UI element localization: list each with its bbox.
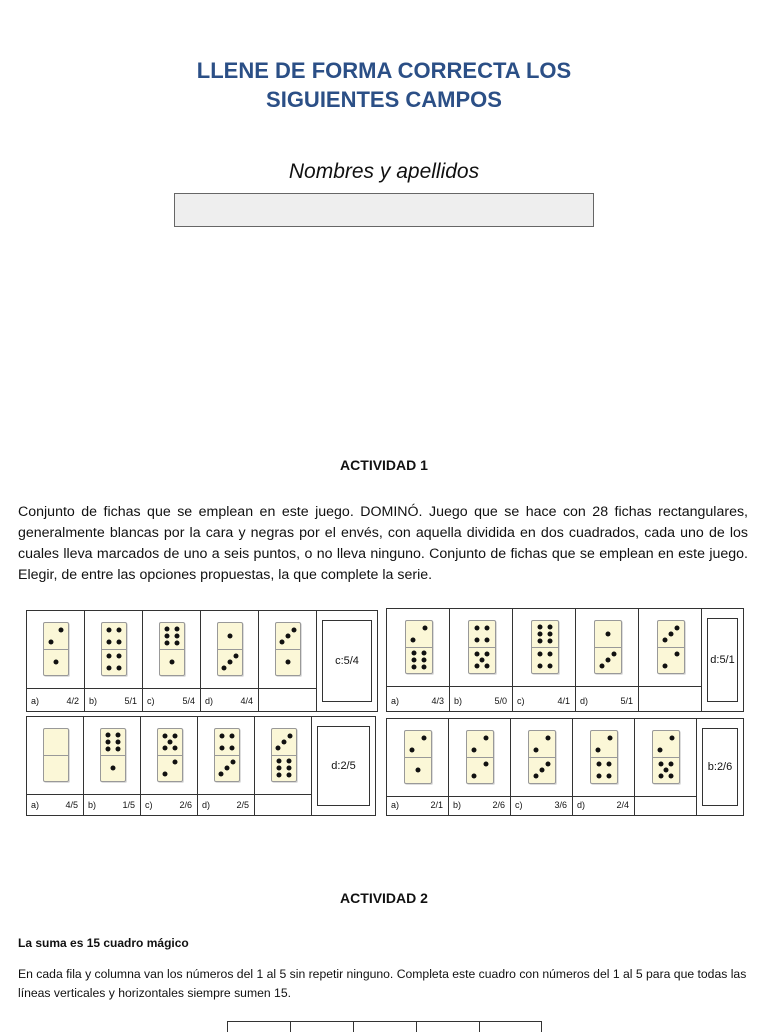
activity1-heading: ACTIVIDAD 1	[340, 457, 428, 473]
domino-cell	[141, 717, 198, 795]
domino-cell	[511, 719, 573, 797]
option-value: 4/4	[240, 696, 253, 706]
domino-pip	[106, 747, 111, 752]
option-letter: c)	[517, 696, 525, 706]
domino-pip	[534, 747, 539, 752]
answer-box[interactable]: b:2/6	[702, 728, 738, 806]
option-value: 5/0	[494, 696, 507, 706]
domino-pip	[612, 651, 617, 656]
domino-pip	[664, 768, 669, 773]
domino-cell	[450, 609, 513, 687]
domino-tile	[217, 622, 243, 676]
domino-pip	[480, 658, 485, 663]
domino-pip	[548, 639, 553, 644]
option-letter: a)	[31, 800, 40, 810]
domino-pip	[228, 634, 233, 639]
domino-pip	[163, 746, 168, 751]
domino-cell	[639, 609, 702, 687]
domino-pip	[116, 654, 121, 659]
domino-pip	[107, 639, 112, 644]
domino-pip	[286, 766, 291, 771]
domino-cell	[513, 609, 576, 687]
domino-pip	[277, 766, 282, 771]
domino-pip	[485, 637, 490, 642]
domino-pip	[606, 658, 611, 663]
option-blank-cell	[255, 795, 312, 815]
domino-pip	[658, 774, 663, 779]
option-cell[interactable]	[201, 689, 259, 711]
option-cell[interactable]	[513, 687, 576, 711]
domino-pip	[276, 746, 281, 751]
option-value: 2/4	[616, 800, 629, 810]
domino-pip	[106, 740, 111, 745]
domino-divider	[529, 757, 555, 758]
domino-pip	[422, 626, 427, 631]
domino-pip	[174, 626, 179, 631]
option-blank-cell	[639, 687, 702, 711]
answer-box[interactable]: c:5/4	[322, 620, 372, 702]
domino-pip	[596, 747, 601, 752]
domino-divider	[406, 647, 432, 648]
option-letter: c)	[515, 800, 523, 810]
domino-pip	[229, 734, 234, 739]
domino-pip	[548, 663, 553, 668]
domino-pip	[596, 773, 601, 778]
magic-square-grid	[227, 1021, 542, 1031]
domino-pip	[116, 665, 121, 670]
domino-pip	[411, 650, 416, 655]
option-value: 2/6	[179, 800, 192, 810]
option-letter: c)	[145, 800, 153, 810]
option-value: 2/5	[236, 800, 249, 810]
domino-tile	[43, 728, 69, 782]
domino-pip	[474, 626, 479, 631]
domino-tile	[405, 620, 433, 674]
domino-pip	[546, 761, 551, 766]
domino-pip	[537, 639, 542, 644]
domino-cell	[201, 611, 259, 689]
activity2-description: En cada fila y columna van los números del 1 al 5 sin repetir ninguno. Completa este cuadro con números del 1 al 5 para que todas las líneas verticales y horizontales siempre sumen 15.	[18, 967, 747, 1000]
domino-pip	[225, 766, 230, 771]
option-letter: a)	[391, 800, 400, 810]
domino-tile	[590, 730, 618, 784]
domino-pip	[596, 762, 601, 767]
domino-tile	[466, 730, 494, 784]
option-letter: c)	[147, 696, 155, 706]
domino-pip	[483, 736, 488, 741]
domino-cell	[27, 611, 85, 689]
option-cell[interactable]	[198, 795, 255, 815]
domino-pip	[669, 774, 674, 779]
domino-pip	[173, 760, 178, 765]
domino-pip	[416, 768, 421, 773]
domino-pip	[662, 638, 667, 643]
domino-pip	[472, 773, 477, 778]
domino-cell	[85, 611, 143, 689]
option-letter: d)	[577, 800, 586, 810]
domino-pip	[107, 628, 112, 633]
domino-pip	[222, 666, 227, 671]
domino-pip	[106, 732, 111, 737]
domino-pip	[422, 650, 427, 655]
domino-cell	[84, 717, 141, 795]
option-cell[interactable]	[84, 795, 141, 815]
domino-puzzle	[386, 608, 744, 712]
option-value: 5/4	[182, 696, 195, 706]
domino-pip	[474, 651, 479, 656]
domino-pip	[537, 652, 542, 657]
option-value: 4/3	[431, 696, 444, 706]
domino-pip	[607, 736, 612, 741]
domino-pip	[54, 660, 59, 665]
domino-pip	[545, 736, 550, 741]
domino-pip	[277, 758, 282, 763]
option-value: 3/6	[554, 800, 567, 810]
domino-divider	[469, 647, 495, 648]
page-title	[0, 56, 768, 114]
option-letter: b)	[88, 800, 97, 810]
domino-pip	[48, 639, 53, 644]
option-cell[interactable]	[85, 689, 143, 711]
domino-cell	[387, 719, 449, 797]
domino-pip	[606, 632, 611, 637]
domino-pip	[230, 759, 235, 764]
answer-cell	[312, 717, 375, 815]
domino-pip	[165, 626, 170, 631]
option-letter: d)	[202, 800, 211, 810]
option-letter: b)	[89, 696, 98, 706]
domino-pip	[291, 627, 296, 632]
domino-pip	[669, 736, 674, 741]
domino-puzzle	[26, 716, 376, 816]
domino-pip	[474, 664, 479, 669]
option-cell[interactable]	[573, 797, 635, 815]
option-cell[interactable]	[576, 687, 639, 711]
option-blank-cell	[259, 689, 317, 711]
domino-divider	[102, 649, 126, 650]
domino-pip	[163, 733, 168, 738]
domino-pip	[59, 628, 64, 633]
option-cell[interactable]	[27, 795, 84, 815]
domino-pip	[162, 771, 167, 776]
domino-divider	[467, 757, 493, 758]
domino-pip	[107, 654, 112, 659]
domino-pip	[658, 747, 663, 752]
domino-tile	[275, 622, 301, 676]
domino-divider	[658, 647, 684, 648]
domino-pip	[233, 653, 238, 658]
option-cell[interactable]	[450, 687, 513, 711]
domino-divider	[595, 647, 621, 648]
domino-tile	[100, 728, 126, 782]
domino-tile	[101, 622, 127, 676]
domino-pip	[411, 637, 416, 642]
domino-pip	[540, 768, 545, 773]
domino-divider	[272, 755, 296, 756]
domino-pip	[537, 632, 542, 637]
domino-cell	[27, 717, 84, 795]
domino-puzzle	[26, 610, 378, 712]
domino-pip	[116, 628, 121, 633]
domino-cell	[449, 719, 511, 797]
option-value: 2/6	[492, 800, 505, 810]
domino-pip	[115, 740, 120, 745]
option-cell[interactable]	[27, 689, 85, 711]
option-cell[interactable]	[143, 689, 201, 711]
domino-pip	[115, 732, 120, 737]
domino-pip	[599, 664, 604, 669]
domino-pip	[220, 734, 225, 739]
domino-pip	[172, 733, 177, 738]
domino-divider	[591, 757, 617, 758]
domino-pip	[658, 761, 663, 766]
domino-pip	[607, 762, 612, 767]
option-letter: d)	[580, 696, 589, 706]
domino-divider	[218, 649, 242, 650]
domino-tile	[214, 728, 240, 782]
domino-pip	[286, 660, 291, 665]
option-cell[interactable]	[511, 797, 573, 815]
domino-pip	[280, 640, 285, 645]
domino-pip	[607, 773, 612, 778]
name-input[interactable]	[174, 193, 594, 227]
domino-pip	[669, 761, 674, 766]
option-cell[interactable]	[387, 687, 450, 711]
option-value: 2/1	[430, 800, 443, 810]
domino-divider	[653, 757, 679, 758]
option-letter: d)	[205, 696, 214, 706]
option-value: 4/5	[65, 800, 78, 810]
domino-pip	[411, 665, 416, 670]
domino-pip	[174, 634, 179, 639]
domino-tile	[652, 730, 680, 784]
domino-cell	[259, 611, 317, 689]
activity2-heading: ACTIVIDAD 2	[340, 890, 428, 906]
domino-cell	[635, 719, 697, 797]
domino-tile	[531, 620, 559, 674]
domino-pip	[485, 626, 490, 631]
domino-pip	[675, 625, 680, 630]
title-line-2: SIGUIENTES CAMPOS	[266, 87, 502, 112]
option-cell[interactable]	[387, 797, 449, 815]
domino-pip	[548, 652, 553, 657]
domino-divider	[158, 755, 182, 756]
option-letter: a)	[31, 696, 40, 706]
domino-pip	[483, 762, 488, 767]
domino-pip	[548, 624, 553, 629]
domino-pip	[674, 652, 679, 657]
answer-box[interactable]: d:2/5	[317, 726, 370, 806]
answer-cell	[317, 611, 377, 711]
domino-pip	[116, 639, 121, 644]
domino-pip	[115, 747, 120, 752]
domino-pip	[165, 634, 170, 639]
option-value: 4/1	[557, 696, 570, 706]
domino-cell	[573, 719, 635, 797]
domino-divider	[101, 755, 125, 756]
option-value: 5/1	[620, 696, 633, 706]
domino-puzzle	[386, 718, 744, 816]
domino-divider	[44, 649, 68, 650]
domino-pip	[286, 758, 291, 763]
answer-cell	[702, 609, 743, 711]
domino-pip	[286, 634, 291, 639]
domino-pip	[421, 736, 426, 741]
option-value: 1/5	[122, 800, 135, 810]
domino-divider	[160, 649, 184, 650]
domino-pip	[165, 641, 170, 646]
domino-pip	[474, 637, 479, 642]
domino-divider	[276, 649, 300, 650]
domino-divider	[532, 647, 558, 648]
domino-cell	[387, 609, 450, 687]
name-label: Nombres y apellidos	[288, 160, 480, 183]
domino-pip	[228, 660, 233, 665]
option-blank-cell	[635, 797, 697, 815]
domino-pip	[485, 651, 490, 656]
domino-cell	[255, 717, 312, 795]
activity2-subheading: La suma es 15 cuadro mágico	[18, 936, 189, 950]
domino-tile	[657, 620, 685, 674]
option-value: 5/1	[124, 696, 137, 706]
domino-pip	[282, 740, 287, 745]
domino-pip	[537, 624, 542, 629]
domino-tile	[404, 730, 432, 784]
domino-pip	[107, 665, 112, 670]
domino-tile	[159, 622, 185, 676]
domino-tile	[271, 728, 297, 782]
domino-pip	[422, 665, 427, 670]
domino-pip	[537, 663, 542, 668]
option-letter: a)	[391, 696, 400, 706]
answer-box[interactable]: d:5/1	[707, 618, 738, 702]
domino-divider	[44, 755, 68, 756]
option-value: 4/2	[66, 696, 79, 706]
domino-pip	[172, 746, 177, 751]
domino-pip	[663, 663, 668, 668]
domino-pip	[533, 774, 538, 779]
domino-pip	[411, 658, 416, 663]
domino-pip	[229, 745, 234, 750]
domino-pip	[410, 747, 415, 752]
domino-cell	[198, 717, 255, 795]
domino-pip	[422, 658, 427, 663]
domino-tile	[528, 730, 556, 784]
domino-pip	[220, 745, 225, 750]
title-line-1: LLENE DE FORMA CORRECTA LOS	[196, 58, 572, 83]
domino-pip	[286, 773, 291, 778]
domino-tile	[594, 620, 622, 674]
domino-cell	[143, 611, 201, 689]
option-letter: b)	[453, 800, 462, 810]
answer-cell	[697, 719, 743, 815]
option-cell[interactable]	[449, 797, 511, 815]
domino-pip	[277, 773, 282, 778]
domino-divider	[215, 755, 239, 756]
domino-tile	[468, 620, 496, 674]
domino-pip	[168, 740, 173, 745]
domino-pip	[174, 641, 179, 646]
domino-divider	[405, 757, 431, 758]
domino-tile	[157, 728, 183, 782]
activity1-description: Conjunto de fichas que se emplean en este juego. DOMINÓ. Juego que se hace con 28 fichas rectangulares, generalmente blancas por la cara y negras por el envés, con aquella dividida en dos cuadrados, cada uno de los cuales lleva marcados de uno a seis puntos, o no lleva ninguno. Conjunto de fichas que se emplean en este juego. Elegir, de entre las opciones propuestas, la que complete la serie.	[18, 504, 748, 583]
domino-pip	[548, 632, 553, 637]
domino-pip	[111, 766, 116, 771]
domino-tile	[43, 622, 69, 676]
domino-pip	[669, 632, 674, 637]
domino-pip	[287, 733, 292, 738]
domino-pip	[472, 747, 477, 752]
option-cell[interactable]	[141, 795, 198, 815]
domino-pip	[219, 772, 224, 777]
option-letter: b)	[454, 696, 463, 706]
domino-cell	[576, 609, 639, 687]
domino-pip	[170, 660, 175, 665]
domino-pip	[485, 664, 490, 669]
